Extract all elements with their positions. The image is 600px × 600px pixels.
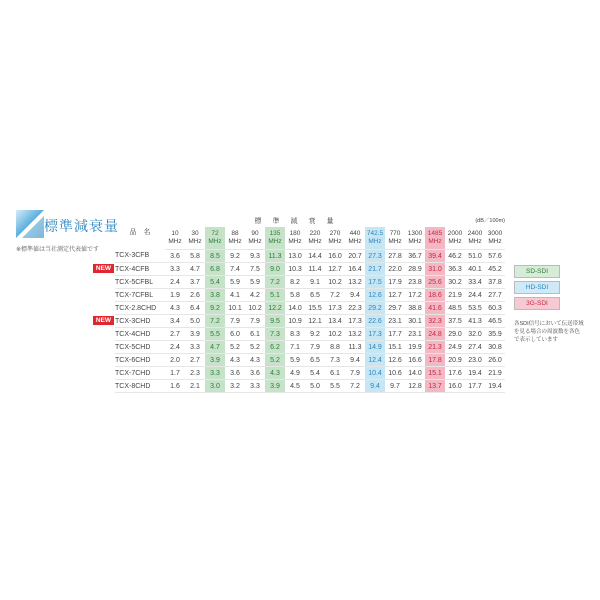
attenuation-value: 3.2 [225,380,245,393]
product-name: TCX-5CFBL [115,276,165,289]
attenuation-value: 5.8 [285,289,305,302]
freq-value: 30 [191,230,199,237]
attenuation-value: 12.7 [385,289,405,302]
attenuation-value: 9.2 [205,302,225,315]
attenuation-value: 60.3 [485,302,505,315]
attenuation-value: 30.1 [405,315,425,328]
attenuation-value: 9.5 [265,315,285,328]
attenuation-value: 11.4 [305,263,325,276]
attenuation-value: 17.5 [365,276,385,289]
product-name: TCX-4CHD [115,328,165,341]
attenuation-value: 33.4 [465,276,485,289]
attenuation-value: 6.8 [205,263,225,276]
attenuation-value: 29.2 [365,302,385,315]
attenuation-value: 21.9 [485,367,505,380]
header-standard-attenuation: 標 準 減 衰 量 [254,217,336,225]
attenuation-value: 36.7 [405,250,425,263]
legend-hd-sdi: HD-SDI [514,281,560,294]
attenuation-value: 23.1 [385,315,405,328]
attenuation-value: 28.9 [405,263,425,276]
attenuation-value: 4.3 [225,354,245,367]
attenuation-value: 2.7 [165,328,185,341]
attenuation-value: 5.5 [325,380,345,393]
freq-value: 220 [309,230,321,237]
freq-value: 2400 [467,230,483,237]
product-name: TCX-2.8CHD [115,302,165,315]
attenuation-value: 14.9 [365,341,385,354]
attenuation-value: 7.5 [245,263,265,276]
attenuation-value: 12.4 [365,354,385,367]
table-row [115,367,505,380]
attenuation-value: 4.5 [285,380,305,393]
attenuation-value: 16.6 [405,354,425,367]
freq-header [465,227,485,250]
freq-value: 88 [231,230,239,237]
attenuation-value: 12.8 [405,380,425,393]
attenuation-value: 7.3 [325,354,345,367]
freq-unit: MHz [328,238,342,245]
column-header-product: 品 名 [129,228,151,236]
attenuation-value: 27.3 [365,250,385,263]
attenuation-value: 22.0 [385,263,405,276]
attenuation-value: 17.3 [365,328,385,341]
freq-unit: MHz [268,238,282,245]
freq-value: 72 [211,230,219,237]
attenuation-value: 3.6 [165,250,185,263]
attenuation-value: 51.0 [465,250,485,263]
attenuation-value: 40.1 [465,263,485,276]
attenuation-value: 4.2 [245,289,265,302]
attenuation-value: 3.3 [165,263,185,276]
attenuation-value: 5.2 [245,341,265,354]
attenuation-value: 32.0 [465,328,485,341]
new-badge: NEW [93,316,114,325]
freq-value: 10 [171,230,179,237]
freq-unit: MHz [168,238,182,245]
attenuation-value: 21.9 [445,289,465,302]
attenuation-value: 27.4 [465,341,485,354]
freq-unit: MHz [208,238,222,245]
attenuation-value: 4.1 [225,289,245,302]
measurement-note: ※標準値は当社測定代表値です [16,247,100,253]
attenuation-value: 7.9 [305,341,325,354]
freq-header [165,227,185,250]
attenuation-value: 2.1 [185,380,205,393]
attenuation-value: 17.2 [405,289,425,302]
freq-unit: MHz [308,238,322,245]
attenuation-value: 17.3 [325,302,345,315]
attenuation-value: 41.3 [465,315,485,328]
attenuation-value: 3.9 [205,354,225,367]
attenuation-value: 19.4 [465,367,485,380]
attenuation-value: 5.8 [185,250,205,263]
attenuation-value: 12.6 [365,289,385,302]
attenuation-value: 17.7 [385,328,405,341]
attenuation-value: 53.5 [465,302,485,315]
attenuation-value: 17.6 [445,367,465,380]
freq-value: 1300 [407,230,423,237]
attenuation-value: 10.1 [225,302,245,315]
attenuation-value: 12.1 [305,315,325,328]
attenuation-value: 4.3 [165,302,185,315]
freq-header [185,227,205,250]
attenuation-value: 1.9 [165,289,185,302]
freq-unit: MHz [408,238,422,245]
freq-unit: MHz [348,238,362,245]
product-name: TCX-7CFBL [115,289,165,302]
freq-value: 90 [251,230,259,237]
attenuation-value: 6.4 [185,302,205,315]
attenuation-value: 13.2 [345,328,365,341]
attenuation-value: 5.2 [265,354,285,367]
attenuation-value: 5.2 [225,341,245,354]
attenuation-value: 19.9 [405,341,425,354]
freq-unit: MHz [188,238,202,245]
attenuation-table [115,215,505,393]
attenuation-value: 31.0 [425,263,445,276]
attenuation-value: 21.7 [365,263,385,276]
product-name: TCX-7CHD [115,367,165,380]
attenuation-value: 9.4 [345,354,365,367]
freq-header [225,227,245,250]
attenuation-value: 8.8 [325,341,345,354]
legend-3g-sdi: 3G-SDI [514,297,560,310]
new-badge: NEW [93,264,114,273]
attenuation-value: 6.1 [245,328,265,341]
freq-header [485,227,505,250]
attenuation-value: 5.0 [305,380,325,393]
attenuation-value: 19.4 [485,380,505,393]
attenuation-value: 9.3 [245,250,265,263]
product-name: TCX-3CHD [115,315,165,328]
attenuation-value: 3.0 [205,380,225,393]
product-name: TCX-3CFB [115,250,165,263]
table-row [115,354,505,367]
attenuation-value: 9.7 [385,380,405,393]
attenuation-value: 9.4 [345,289,365,302]
table-row [115,328,505,341]
table-row [115,276,505,289]
attenuation-value: 1.7 [165,367,185,380]
header-unit: (dB／100m) [475,217,505,224]
attenuation-value: 1.6 [165,380,185,393]
freq-value: 770 [389,230,401,237]
attenuation-value: 7.2 [205,315,225,328]
attenuation-value: 13.2 [345,276,365,289]
freq-value: 742.5 [366,230,384,237]
attenuation-value: 8.5 [205,250,225,263]
table-row [115,289,505,302]
attenuation-value: 6.2 [265,341,285,354]
attenuation-value: 16.0 [325,250,345,263]
attenuation-value: 5.9 [225,276,245,289]
attenuation-value: 22.6 [365,315,385,328]
table-row [115,302,505,315]
attenuation-value: 7.4 [225,263,245,276]
freq-header [205,227,225,250]
attenuation-value: 4.3 [265,367,285,380]
attenuation-value: 6.5 [305,354,325,367]
attenuation-value: 5.1 [265,289,285,302]
attenuation-value: 7.9 [345,367,365,380]
freq-value: 180 [289,230,301,237]
attenuation-value: 3.9 [185,328,205,341]
attenuation-value: 3.3 [245,380,265,393]
freq-header [365,227,385,250]
attenuation-value: 8.2 [285,276,305,289]
attenuation-value: 6.1 [325,367,345,380]
attenuation-value: 7.9 [245,315,265,328]
attenuation-value: 17.8 [425,354,445,367]
table-row [115,263,505,276]
product-name: TCX-6CHD [115,354,165,367]
attenuation-value: 10.2 [245,302,265,315]
freq-header [445,227,465,250]
freq-header [345,227,365,250]
freq-value: 270 [329,230,341,237]
attenuation-value: 21.3 [425,341,445,354]
attenuation-value: 5.5 [205,328,225,341]
page-title: 標準減衰量 [44,218,119,234]
attenuation-value: 10.9 [285,315,305,328]
attenuation-value: 14.0 [405,367,425,380]
freq-unit: MHz [228,238,242,245]
freq-header [285,227,305,250]
attenuation-value: 27.7 [485,289,505,302]
attenuation-value: 5.4 [305,367,325,380]
attenuation-value: 45.2 [485,263,505,276]
attenuation-value: 9.2 [305,328,325,341]
attenuation-value: 48.5 [445,302,465,315]
attenuation-value: 3.3 [185,341,205,354]
attenuation-value: 7.2 [265,276,285,289]
attenuation-value: 38.8 [405,302,425,315]
attenuation-value: 13.4 [325,315,345,328]
attenuation-value: 10.2 [325,276,345,289]
attenuation-value: 46.2 [445,250,465,263]
attenuation-value: 5.9 [285,354,305,367]
freq-unit: MHz [388,238,402,245]
product-name: TCX-5CHD [115,341,165,354]
freq-value: 135 [269,230,281,237]
attenuation-value: 2.3 [185,367,205,380]
freq-value: 440 [349,230,361,237]
attenuation-value: 24.8 [425,328,445,341]
attenuation-value: 24.4 [465,289,485,302]
attenuation-value: 16.0 [445,380,465,393]
legend-note: 各SDI信号において伝送帯域を見る場合の周波数を各色で表示しています [514,321,584,343]
attenuation-value: 23.1 [405,328,425,341]
attenuation-value: 3.4 [165,315,185,328]
attenuation-value: 5.0 [185,315,205,328]
attenuation-value: 5.9 [245,276,265,289]
freq-value: 1485 [427,230,443,237]
attenuation-value: 13.0 [285,250,305,263]
attenuation-value: 16.4 [345,263,365,276]
attenuation-value: 30.8 [485,341,505,354]
attenuation-value: 14.4 [305,250,325,263]
attenuation-value: 7.9 [225,315,245,328]
table-row [115,380,505,393]
attenuation-value: 35.9 [485,328,505,341]
freq-unit: MHz [288,238,302,245]
attenuation-value: 9.2 [225,250,245,263]
freq-unit: MHz [468,238,482,245]
attenuation-value: 39.4 [425,250,445,263]
attenuation-value: 5.4 [205,276,225,289]
attenuation-value: 26.0 [485,354,505,367]
attenuation-value: 2.7 [185,354,205,367]
product-name: TCX-4CFB [115,263,165,276]
attenuation-value: 9.4 [365,380,385,393]
product-name: TCX-8CHD [115,380,165,393]
attenuation-value: 8.3 [285,328,305,341]
table-row [115,341,505,354]
attenuation-value: 3.8 [205,289,225,302]
attenuation-value: 17.3 [345,315,365,328]
attenuation-value: 7.2 [345,380,365,393]
attenuation-value: 30.2 [445,276,465,289]
attenuation-value: 12.7 [325,263,345,276]
attenuation-value: 3.6 [245,367,265,380]
attenuation-value: 2.4 [165,341,185,354]
attenuation-value: 7.2 [325,289,345,302]
attenuation-value: 25.6 [425,276,445,289]
attenuation-value: 4.9 [285,367,305,380]
attenuation-value: 27.8 [385,250,405,263]
attenuation-value: 10.3 [285,263,305,276]
freq-unit: MHz [488,238,502,245]
freq-value: 2000 [447,230,463,237]
attenuation-value: 10.4 [365,367,385,380]
attenuation-value: 7.3 [265,328,285,341]
attenuation-value: 12.2 [265,302,285,315]
attenuation-value: 24.9 [445,341,465,354]
attenuation-value: 37.8 [485,276,505,289]
attenuation-value: 11.3 [265,250,285,263]
freq-header [245,227,265,250]
attenuation-value: 36.3 [445,263,465,276]
attenuation-value: 4.3 [245,354,265,367]
title-block [16,208,126,244]
table-row [115,250,505,263]
freq-header [325,227,345,250]
attenuation-value: 7.1 [285,341,305,354]
table-row [115,315,505,328]
attenuation-value: 4.7 [185,263,205,276]
freq-header [425,227,445,250]
attenuation-value: 11.3 [345,341,365,354]
attenuation-value: 12.6 [385,354,405,367]
attenuation-value: 14.0 [285,302,305,315]
attenuation-value: 29.7 [385,302,405,315]
attenuation-value: 3.3 [205,367,225,380]
freq-unit: MHz [448,238,462,245]
legend-sd-sdi: SD-SDI [514,265,560,278]
freq-unit: MHz [428,238,442,245]
freq-header [265,227,285,250]
attenuation-value: 3.7 [185,276,205,289]
freq-unit: MHz [248,238,262,245]
table-header-freq-row [115,227,505,250]
attenuation-value: 3.9 [265,380,285,393]
attenuation-value: 4.7 [205,341,225,354]
attenuation-value: 13.7 [425,380,445,393]
attenuation-value: 10.2 [325,328,345,341]
attenuation-value: 2.6 [185,289,205,302]
attenuation-value: 15.5 [305,302,325,315]
attenuation-value: 57.6 [485,250,505,263]
attenuation-value: 22.3 [345,302,365,315]
attenuation-value: 18.6 [425,289,445,302]
attenuation-value: 15.1 [425,367,445,380]
attenuation-value: 23.0 [465,354,485,367]
attenuation-value: 46.5 [485,315,505,328]
attenuation-value: 23.8 [405,276,425,289]
attenuation-value: 10.6 [385,367,405,380]
attenuation-value: 29.0 [445,328,465,341]
freq-unit: MHz [368,238,382,245]
freq-header [305,227,325,250]
attenuation-value: 9.1 [305,276,325,289]
attenuation-value: 32.3 [425,315,445,328]
attenuation-value: 41.6 [425,302,445,315]
attenuation-value: 20.9 [445,354,465,367]
table-header-title-row [115,215,505,227]
attenuation-value: 9.0 [265,263,285,276]
attenuation-value: 3.6 [225,367,245,380]
attenuation-value: 2.4 [165,276,185,289]
freq-header [385,227,405,250]
attenuation-value: 6.5 [305,289,325,302]
attenuation-value: 20.7 [345,250,365,263]
attenuation-value: 15.1 [385,341,405,354]
attenuation-value: 2.0 [165,354,185,367]
attenuation-value: 6.0 [225,328,245,341]
attenuation-value: 17.7 [465,380,485,393]
freq-header [405,227,425,250]
freq-value: 3000 [487,230,503,237]
attenuation-value: 17.9 [385,276,405,289]
attenuation-value: 37.5 [445,315,465,328]
